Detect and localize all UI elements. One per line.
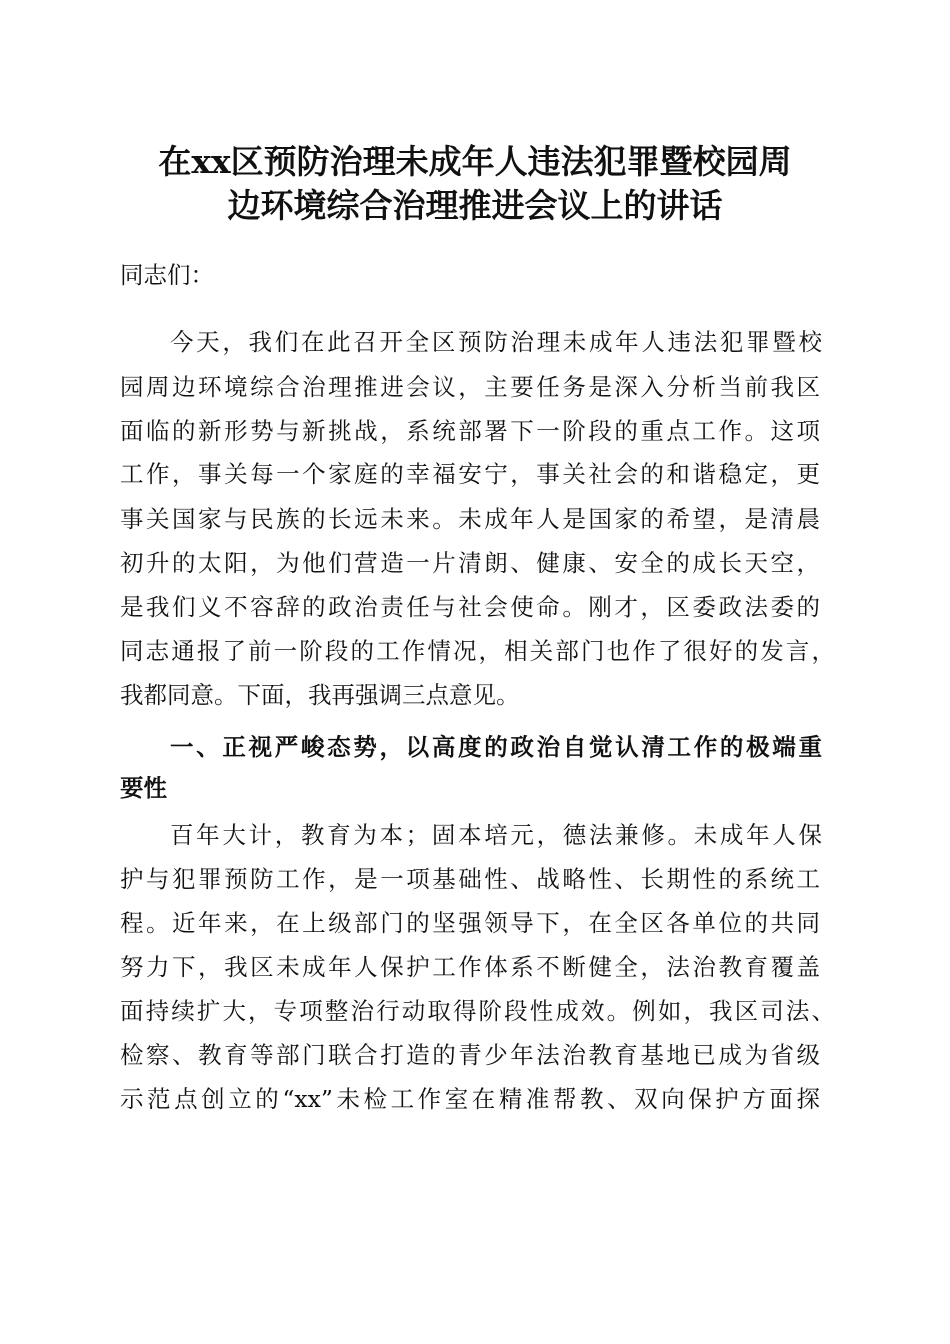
section-heading-line: 要性 [120,774,167,802]
paragraph-2-line: 面持续扩大，专项整治行动取得阶段性成效。例如，我区司法、 [120,997,835,1025]
paragraph-1-line: 今天，我们在此召开全区预防治理未成年人违法犯罪暨校 [170,328,822,356]
paragraph-2-line: 百年大计，教育为本；固本培元，德法兼修。未成年人保 [170,821,822,849]
paragraph-1-line: 初升的太阳，为他们营造一片清朗、健康、安全的成长天空， [120,549,820,577]
paragraph-1-line: 工作，事关每一个家庭的幸福安宁，事关社会的和谐稳定，更 [120,460,820,488]
paragraph-2-line: 护与犯罪预防工作，是一项基础性、战略性、长期性的系统工 [120,865,820,893]
salutation: 同志们： [120,261,214,289]
paragraph-2-line: 示范点创立的“xx”未检工作室在精准帮教、双向保护方面探 [120,1085,820,1113]
section-heading-line: 一、正视严峻态势，以高度的政治自觉认清工作的极端重 [170,733,822,761]
paragraph-1-line: 面临的新形势与新挑战，系统部署下一阶段的重点工作。这项 [120,417,820,445]
paragraph-2-line: 检察、教育等部门联合打造的青少年法治教育基地已成为省级 [120,1041,820,1069]
paragraph-2-line: 程。近年来，在上级部门的坚强领导下，在全区各单位的共同 [120,909,820,937]
paragraph-1-line: 同志通报了前一阶段的工作情况，相关部门也作了很好的发言， [120,637,835,665]
document-title-line-1: 在xx区预防治理未成年人违法犯罪暨校园周 [158,142,792,181]
paragraph-1-line: 事关国家与民族的长远未来。未成年人是国家的希望，是清晨 [120,505,820,533]
paragraph-1-line: 是我们义不容辞的政治责任与社会使命。刚才，区委政法委的 [120,593,820,621]
paragraph-1-line: 园周边环境综合治理推进会议，主要任务是深入分析当前我区 [120,373,820,401]
paragraph-2-line: 努力下，我区未成年人保护工作体系不断健全，法治教育覆盖 [120,953,820,981]
paragraph-1-line: 我都同意。下面，我再强调三点意见。 [120,681,520,709]
document-title-line-2: 边环境综合治理推进会议上的讲话 [227,186,723,225]
